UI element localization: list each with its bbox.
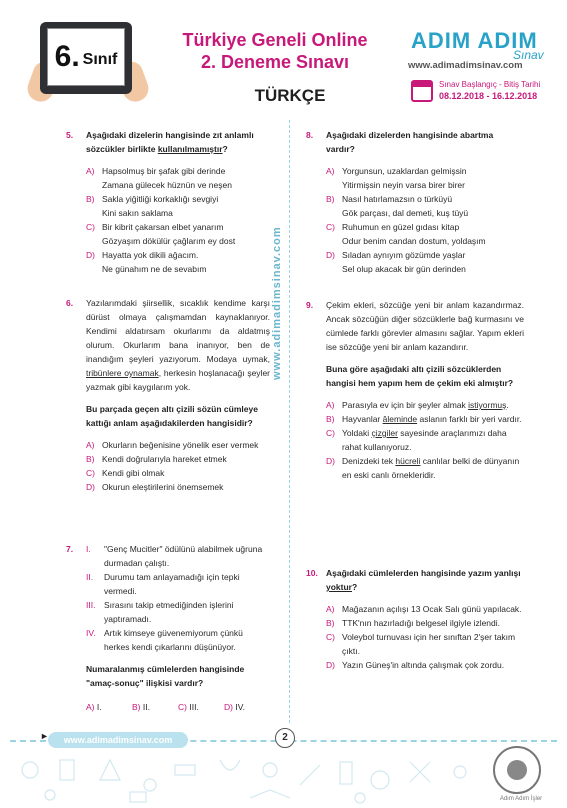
calendar-icon [411,80,433,102]
brand-name: ADIM ADIM [411,28,538,53]
side-watermark-url: www.adimadimsinav.com [271,226,283,380]
option-c[interactable]: C) Bir kibrit çakarsan elbet yanarım Gözyaşım dökülür çağlarım ey dost [86,222,236,246]
question-passage: Yazılarımdaki şiirsellik, sıcaklık kendime karşı dürüst olmaya çalışmamdan kaynaklanıyor. Kendimi aldatırsam okurlarımı da aldatmış olurum. Okurlarım bana inanıyor, ben de inandığım şeyleri yazıyorum. Modaya uymak, tribünlere oynamak, herkesin hoşlanacağı şeyler yazmak gibi kaygılarım yok. [86,298,270,392]
question-number: 9. [306,300,314,310]
option-d[interactable]: D) Sıladan aynıyım gözümde yaşlar Sel olup akacak bir gün derinden [326,250,466,274]
subject-title: TÜRKÇE [254,86,326,105]
option-c[interactable]: C) Voleybol turnuvası için her sınıftan 2'şer takım çıktı. [326,632,516,656]
option-a[interactable]: A) Mağazanın açılışı 13 Ocak Salı günü yapılacak. [326,604,522,614]
option-b[interactable]: B) Nasıl hatırlamazsın o türküyü Gök parçası, dal demeti, kuş tüyü [326,194,469,218]
grade-badge [47,28,125,86]
question-number: 5. [66,130,74,140]
answer-options [86,700,270,714]
question-8 [306,128,524,276]
option-c[interactable]: C) III. [178,702,199,712]
exam-title-line2: 2. Deneme Sınavı [200,52,350,72]
question-10 [306,566,524,672]
option-b[interactable]: B) Sakla yiğitliği korkaklığı sevgiyi Kini sakın saklama [86,194,219,218]
statement-2: II. Durumu tam anlayamadığı için tepki vermedi. [86,572,240,596]
question-6 [66,296,270,494]
question-number: 7. [66,544,74,554]
option-c[interactable]: C) Kendi gibi olmak [86,468,165,478]
brand-sub: Sınav [513,48,544,62]
option-d[interactable]: D) Denizdeki tek hücreli canlılar belki de dünyanın en eski canlı örnekleridir. [326,456,520,480]
statement-1: I. "Genç Mucitler" ödülünü alabilmek uğruna durmadan çalıştı. [86,544,263,568]
question-stem: Buna göre aşağıdaki altı çizili sözcüklerden hangisi hem yapım hem de çekim eki almıştır? [326,364,514,388]
exam-title-line1: Türkiye Geneli Online [182,30,368,50]
footer-url[interactable]: www.adimadimsinav.com [48,732,188,748]
option-b[interactable]: B) II. [132,702,150,712]
tablet-illustration [40,22,132,94]
option-b[interactable]: B) TTK'nın hazırladığı belgesel ilgiyle izlendi. [326,618,501,628]
question-number: 8. [306,130,314,140]
statement-3: III. Sırasını takip etmediğinden işlerini yaptıramadı. [86,600,234,624]
question-number: 10. [306,568,318,578]
question-stem: Aşağıdaki cümlelerden hangisinde yazım yanlışı yoktur? [326,568,521,592]
option-a[interactable]: A) Hapsolmuş bir şafak gibi derinde Zamana gülecek hüznün ve neşen [86,166,232,190]
option-a[interactable]: A) Yorgunsun, uzaklardan gelmişsin Yitirmişsin neyin varsa birer birer [326,166,467,190]
option-c[interactable]: C) Yoldaki çizgiler sayesinde araçlarımızı daha rahat kullanıyoruz. [326,428,507,452]
question-stem: Aşağıdaki dizelerden hangisinde abartma vardır? [326,130,494,154]
option-a[interactable]: A) Okurların beğenisine yönelik eser vermek [86,440,259,450]
option-b[interactable]: B) Hayvanlar âleminde aslanın farklı bir yeri vardır. [326,414,522,424]
brand-logo [405,28,555,62]
option-b[interactable]: B) Kendi doğrularıyla hareket etmek [86,454,227,464]
question-number: 6. [66,298,74,308]
question-passage: Çekim ekleri, sözcüğe yeni bir anlam kazandırmaz. Ancak sözcüğün diğer sözcüklerle bağ kurmasını ve cümlede farklı görevler almasını sağlar. Yapım ekleri ise sözcüğe yeni bir anlam kazandırır. [326,300,524,352]
option-d[interactable]: D) IV. [224,702,245,712]
publisher-logo-text: Adım Adım İşler [499,796,543,802]
option-c[interactable]: C) Ruhumun en güzel gıdası kitap Odur benim candan dostum, yoldaşım [326,222,486,246]
column-divider [289,120,290,723]
cursor-icon: ► [40,731,49,741]
question-7 [66,542,270,714]
doodle-pattern-icon [0,750,480,808]
question-stem: Aşağıdaki dizelerin hangisinde zıt anlamlı sözcükler birlikte kullanılmamıştır? [86,130,254,154]
page-footer [0,728,567,808]
option-d[interactable]: D) Okurun eleştirilerini önemsemek [86,482,224,492]
option-a[interactable]: A) I. [86,702,102,712]
option-a[interactable]: A) Parasıyla ev için bir şeyler almak istiyormuş. [326,400,509,410]
question-9 [306,298,524,482]
date-label: Sınav Başlangıç - Bitiş Tarihi [439,80,541,89]
date-range: 08.12.2018 - 16.12.2018 [439,91,538,101]
grade-number: 6. [54,40,80,73]
page-number: 2 [275,728,295,748]
question-5 [66,128,270,276]
option-d[interactable]: D) Hayatta yok dikili ağacım. Ne günahım ne de sevabım [86,250,207,274]
question-stem: Bu parçada geçen altı çizili sözün cümleye kattığı anlam aşağıdakilerden hangisidir? [86,404,258,428]
statement-4: IV. Artık kimseye güvenemiyorum çünkü herkes kendi çıkarlarını düşünüyor. [86,628,243,652]
question-stem: Numaralanmış cümlelerden hangisinde "amaç-sonuç" ilişkisi vardır? [86,664,245,688]
page-header [0,0,567,118]
grade-label: Sınıf [82,51,118,68]
publisher-logo-icon [493,746,541,794]
option-d[interactable]: D) Yazın Güneş'in altında çalışmak çok zordu. [326,660,505,670]
brand-url: www.adimadimsinav.com [408,60,523,71]
